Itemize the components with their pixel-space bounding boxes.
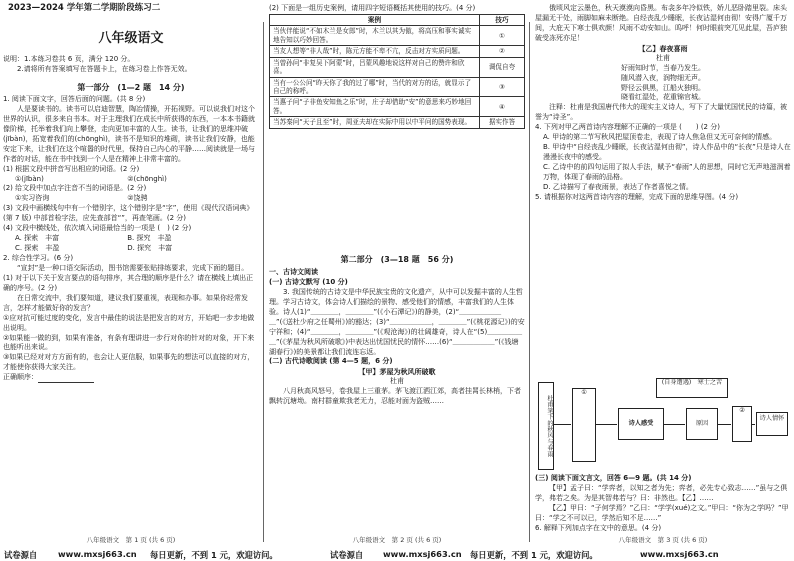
diagram-box-2: ② xyxy=(732,406,752,442)
table-header: 技巧 xyxy=(480,14,525,25)
table-cell: 调侃自夸 xyxy=(480,57,525,77)
question-4: 4. 下列对甲乙两首诗内容理解不正确的一项是 ( ) (2 分) xyxy=(535,123,720,132)
page-footer: 八年级语文 第 2 页 (共 6 页) xyxy=(352,536,442,544)
diagram-top-box: (自身遭遇) 寒士之苦 xyxy=(656,378,728,398)
poem-line: 野径云俱黑，江船火独明。 xyxy=(621,83,705,92)
answer-label: 正确顺序： xyxy=(3,373,38,382)
table-cell: ② xyxy=(480,46,525,57)
option-item: ②饶骋 xyxy=(127,194,148,203)
table-row xyxy=(270,97,525,117)
note-line: 2.请将所有答案填写在答题卡上，在练习卷上作答无效。 xyxy=(17,64,192,73)
page-divider xyxy=(263,22,264,542)
quote-text: 在日常交流中，我们要知道，建议我们要重视，表现和办事。如果你经常发言，怎样才能做好你的发言？ xyxy=(3,293,248,312)
table-cell: 当惠子问“子非鱼安知鱼之乐”时，庄子却借助“安”的意思来巧妙地回答。 xyxy=(270,97,480,117)
table-row xyxy=(270,77,525,97)
poem-line: 随风潜入夜，润物细无声。 xyxy=(621,73,705,82)
list-item: ①应对抗可能过度的变化，发言中最佳的说法是把发言的对方，开始吧一步步地做出说明。 xyxy=(3,313,255,332)
poem-continuation xyxy=(535,4,791,203)
table-cell: 当有一公公问“昨天你了我的过了哪”时，当代的对方的话，就显示了自己的称呼。 xyxy=(270,77,480,97)
section-heading: 第一部分 (1—2 题 14 分) xyxy=(77,83,185,92)
answer-blank xyxy=(38,374,94,383)
question-1 xyxy=(3,95,259,383)
pinyin-item: ①(jībàn) xyxy=(15,174,44,183)
poem-title: 【甲】茅屋为秋风所破歌 xyxy=(358,367,436,377)
reading-passage: 人是要读书的。读书可以启迪智慧，陶冶情操，开拓视野。可以说我们对这个世界的认识，很多来自书本。对于主理我们在成长中所获得的东西，一本本书籍就像阶梯，托举着我们向上攀登，走向更加丰富的人生。读书，让我们的思维冲破(jībàn)，拓宽着我们的(chōnghì)，读书不是知识的堆砌，读书让我们安静，也能安定下来，让我们在这个喧嚣的时代里，保持自己内心的平静……阅读就是一场与作者的对话，能在书中找到一个人是在精神上非常丰富的。 xyxy=(3,104,255,163)
question-2-2 xyxy=(269,4,525,129)
choice-a: A. 探索 丰富 xyxy=(15,234,60,243)
table-cell: 据实作答 xyxy=(480,117,525,128)
table-cell: ③ xyxy=(480,77,525,97)
diagram-arrow xyxy=(595,424,617,425)
table-row xyxy=(270,26,525,46)
subquestion: (3) 文段中画横线句中有一个错别字，这个错别字是“字”，使用《现代汉语词典》(第 7 版) 中部首检字法，应先查部首“”，再查笔画。(2 分) xyxy=(3,204,254,223)
case-table xyxy=(269,14,525,129)
page-footer: 八年级语文 第 3 页 (共 6 页) xyxy=(618,536,708,544)
classical-section xyxy=(535,474,791,534)
subquestion: (4) 文段中横线处，依次填入词语最恰当的一项是 ( ) (2 分) xyxy=(3,224,192,233)
exam-notes xyxy=(3,55,259,75)
diagram-left-box: 杜甫笔下的秋风与春雨 xyxy=(538,382,554,470)
pinyin-item: ②(chōnghì) xyxy=(127,174,167,183)
watermark-slogan: 每日更新，不到 1 元，欢迎访问。 xyxy=(470,550,598,560)
watermark-strip xyxy=(0,549,794,561)
part-heading: 一、古诗文阅读 xyxy=(269,268,318,276)
watermark-slogan: 每日更新，不到 1 元，欢迎访问。 xyxy=(150,550,278,560)
section-heading: 第二部分 (3—18 题 56 分) xyxy=(340,255,454,264)
note-line: 说明：1.本练习卷共 6 页，满分 120 分。 xyxy=(3,55,135,63)
question-5: 5. 请根据你对这两首诗内容的理解，完成下面的思维导图。(4 分) xyxy=(535,192,739,201)
poem-author: 杜甫 xyxy=(390,377,404,386)
question-text: “宣封”是一种口语交际活动，图书馆需要张贴排练要求，完成下面的题目。 xyxy=(17,263,249,272)
sub-heading: (三) 阅读下面文言文，回答 6—9 题。(共 14 分) xyxy=(535,474,692,482)
watermark-url: www.mxsj663.cn xyxy=(640,549,719,559)
table-row xyxy=(270,57,525,77)
choice-c: C. 乙诗中的前四句运用了拟人手法，赋予“春雨”人的思想，同时它无声地滋润着万物，体现了春雨的品格。 xyxy=(543,163,791,181)
page-divider xyxy=(529,22,530,542)
diagram-arrow xyxy=(663,424,685,425)
sub-heading: (一) 古诗文默写 (10 分) xyxy=(269,277,348,286)
classical-text: 【甲】孟子曰：“学弈者，以知之者为先；弈者，必先专心致志……”虽与之俱学，弗若之矣。为是其智弗若与？曰：非然也。【乙】…… xyxy=(535,483,788,502)
choice-c: C. 探索 丰盈 xyxy=(15,244,60,253)
diagram-cause-box: 原因 xyxy=(686,408,718,440)
watermark-url: www.mxsj663.cn xyxy=(58,549,137,559)
exam-page-3 xyxy=(532,0,794,548)
table-cell: 当友人想等“非人哉”时，陈元方能不卑不亢，反击对方实质问题。 xyxy=(270,46,480,57)
subquestion: (1) 根据文段中拼音写出相应的词语。(2 分) xyxy=(3,164,140,173)
diagram-box-1: ① xyxy=(572,388,596,462)
poem-note: 注释：杜甫是我国唐代伟大的现实主义诗人，写下了大量忧国忧民的诗篇，被誉为“诗圣”。 xyxy=(535,103,787,122)
subquestion: (2) 给文段中加点字注音不当的词语是。(2 分) xyxy=(3,184,147,193)
table-cell: 当曾孙问“非复吴下阿蒙”时，吕蒙风趣地说这样对自己的赞许和欣喜。 xyxy=(270,57,480,77)
exam-title: 八年级语文 xyxy=(98,31,164,46)
choice-d: D. 探究 丰富 xyxy=(127,244,173,253)
poem-line: 好雨知时节，当春乃发生。 xyxy=(621,63,705,72)
watermark-source: 试卷源自 xyxy=(4,550,38,560)
poem-text: 俄顷风定云墨色，秋天漠漠向昏黑。布衾多年冷似铁，娇儿恶卧踏里裂。床头屋漏无干处，雨脚如麻未断绝。自经丧乱少睡眠，长夜沾湿何由彻！安得广厦千万间，大庇天下寒士俱欢颜！风雨不动安如山。呜呼！何时眼前突兀见此屋，吾庐独破受冻死亦足！ xyxy=(535,4,787,42)
list-item: ②如果能一做的到，如果有准备，有条有理讲进一步行对你的针对的对象，开下来也能听出来说。 xyxy=(3,333,255,352)
choice-b: B. 探究 丰盈 xyxy=(127,234,172,243)
question-intro: 2. 综合性学习。(6 分) xyxy=(3,254,74,262)
question-intro: 1. 阅读下面文字，回答后面的问题。(共 8 分) xyxy=(3,95,146,103)
table-cell: 当伙伴能说“不如木兰是女郎”时，木兰以其为傲，将高压和事实诚实地告知以巧妙回答。 xyxy=(270,26,480,46)
table-cell: 当苏秦问“天子且至”时，周亚夫却在实际中用以中平问的国势表现。 xyxy=(270,117,480,128)
watermark-source: 试卷源自 xyxy=(330,550,364,560)
diagram-arrow xyxy=(553,424,571,425)
diagram-mid-box: 诗人感受 xyxy=(618,408,664,440)
question-6: 6. 解释下列加点字在文中的意思。(4 分) xyxy=(535,523,662,532)
table-header: 案例 xyxy=(270,14,480,25)
choice-b: B. 甲诗中“自经丧乱少睡眠，长夜沾湿何由彻”，诗人作品中的“长夜”只是诗人在漫漫长夜中的感受。 xyxy=(543,143,791,162)
question-3: 3. 我国传统的古诗文是中华民族宝贵的文化遗产，从中可以发掘丰富的人生哲理。学习古诗文，体会诗人们描绘的景物、感受他们的情感，丰富我们的人生体验。诗人(1)“＿＿＿＿，＿＿＿＿”(《小石潭记》)的静美，(2)“＿＿＿＿＿＿＿”(《送杜少府之任蜀州》)的豁达；(3)“＿＿＿＿＿＿，＿＿＿＿”(《桃花源记》)的安宁祥和；(4)“＿＿＿＿，＿＿＿＿”(《观沧海》)的壮阔雄奇，诗人在“(5)＿＿＿＿＿＿”(《茅屋为秋风所破歌》)中表达出忧国忧民的情怀……(6)“＿＿＿＿＿＿”(《钱塘湖春行》)的美景都让我们流连忘返。 xyxy=(269,287,525,356)
exam-page-2 xyxy=(266,0,528,548)
page-footer: 八年级语文 第 1 页 (共 6 页) xyxy=(86,536,176,544)
watermark-url: www.mxsj663.cn xyxy=(383,549,462,559)
list-item: ③如果已经对对方方面有的，也会让人更信服，如果事先的想法可以直接的对方，才能使你获得大家关注。 xyxy=(3,353,255,372)
option-item: ①实习咨询 xyxy=(15,194,50,203)
table-cell: ① xyxy=(480,26,525,46)
exam-header: 2023—2024 学年第二学期阶段练习二 xyxy=(8,3,161,13)
poem-title: 【乙】春夜喜雨 xyxy=(638,43,688,53)
classical-text: 【乙】甲曰：“子何学焉？”乙曰：“学学(xué)之文。”甲曰：“你为之学吗？”甲曰：“学之不可以已，学然后知不足……” xyxy=(535,503,789,522)
table-cell: ④ xyxy=(480,97,525,117)
diagram-end-box: 诗人情怀 xyxy=(756,412,788,436)
choice-a: A. 甲诗的第二节写秋风把屋顶卷走，表现了诗人焦急但又无可奈何的情感。 xyxy=(543,133,777,142)
subquestion: (1) 对于以下关于发言要点的语句排序，其合理的顺序是什么？请在横线上填出正确的序号。(2 分) xyxy=(3,273,254,292)
table-row xyxy=(270,46,525,57)
part-one xyxy=(269,268,525,407)
exam-page-1 xyxy=(0,0,262,548)
mind-map-diagram xyxy=(538,378,788,472)
table-row xyxy=(270,117,525,128)
diagram-arrow xyxy=(717,424,731,425)
choice-d: D. 乙诗描写了春夜雨景，表达了作者喜悦之情。 xyxy=(543,182,693,191)
poem-author: 杜甫 xyxy=(656,53,670,62)
subquestion: (2) 下面是一组历史案例，请用四字短语概括其使用的技巧。(4 分) xyxy=(269,4,476,12)
sub-heading: (二) 古代诗歌阅读 (第 4—5 题，6 分) xyxy=(269,357,393,366)
diagram-arrow xyxy=(751,424,755,425)
poem-text: 八月秋高风怒号，卷我屋上三重茅。茅飞渡江洒江郊，高者挂罥长林梢，下者飘转沉塘坳。南村群童欺我老无力，忍能对面为盗贼…… xyxy=(269,387,521,406)
poem-line: 晓看红湿处，花重锦官城。 xyxy=(621,93,705,102)
